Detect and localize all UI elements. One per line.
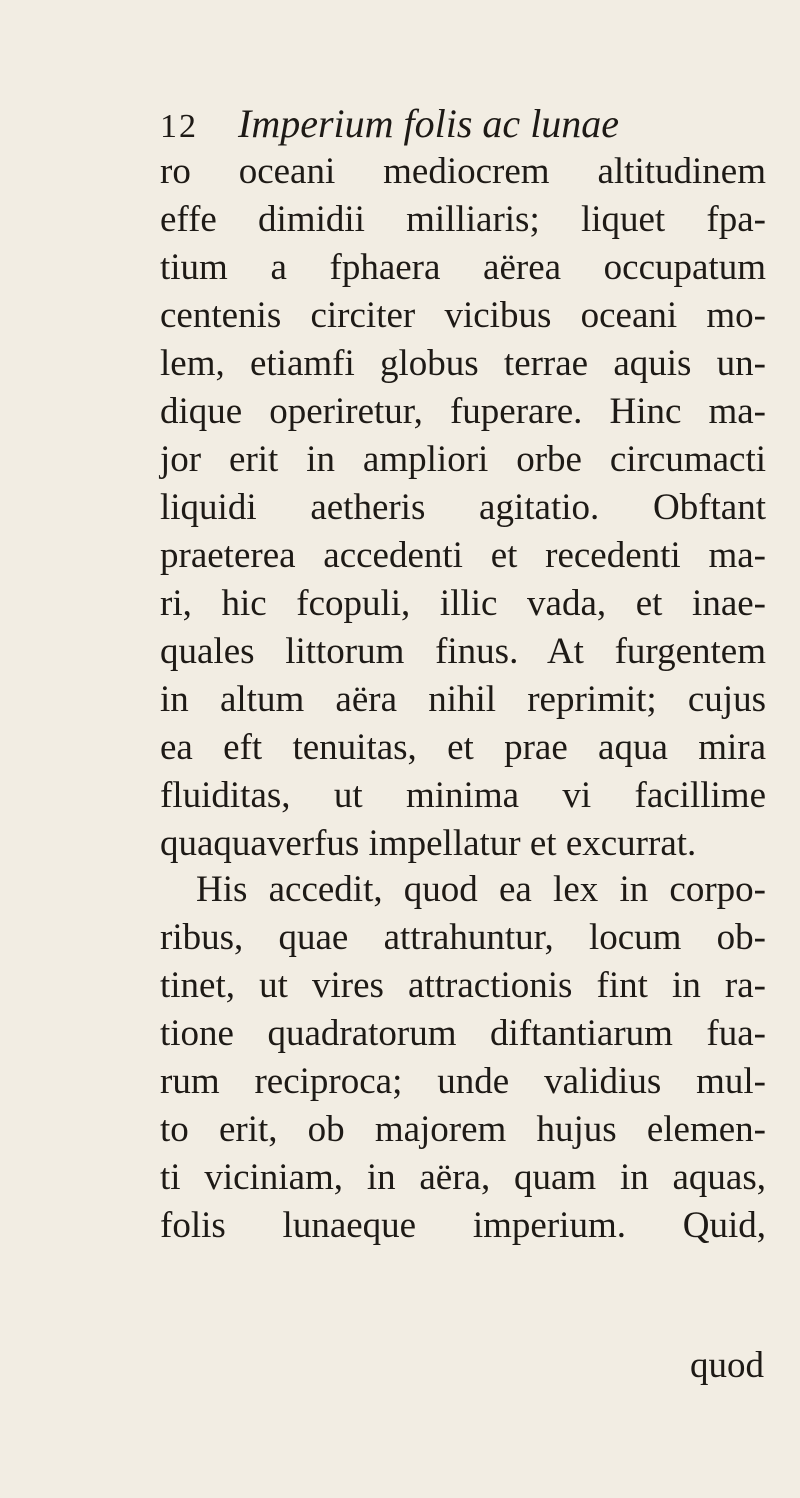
paragraph-1	[160, 148, 766, 868]
text-line: in altum aëra nihil reprimit; cujus	[160, 679, 766, 720]
catchword: quod	[690, 1345, 764, 1386]
text-line: ti viciniam, in aëra, quam in aquas,	[160, 1157, 766, 1198]
text-line: jor erit in ampliori orbe circumacti	[160, 439, 766, 480]
text-line: dique operiretur, fuperare. Hinc ma-	[160, 391, 766, 432]
text-line: fluiditas, ut minima vi facillime	[160, 775, 766, 816]
text-line: His accedit, quod ea lex in corpo-	[196, 869, 766, 910]
text-line: ri, hic fcopuli, illic vada, et inae-	[160, 583, 766, 624]
page-number: 12	[160, 108, 198, 145]
paragraph-2	[160, 866, 766, 1250]
running-title: Imperium folis ac lunae	[238, 101, 620, 146]
text-line: ea eft tenuitas, et prae aqua mira	[160, 727, 766, 768]
text-line: ro oceani mediocrem altitudinem	[160, 151, 766, 192]
text-line: quaquaverfus impellatur et excurrat.	[160, 823, 697, 864]
text-line: liquidi aetheris agitatio. Obftant	[160, 487, 766, 528]
text-line: tione quadratorum diftantiarum fua-	[160, 1013, 766, 1054]
running-header	[160, 96, 760, 152]
text-line: tinet, ut vires attractionis fint in ra-	[160, 965, 766, 1006]
text-line: centenis circiter vicibus oceani mo-	[160, 295, 766, 336]
text-line: effe dimidii milliaris; liquet fpa-	[160, 199, 766, 240]
text-line: to erit, ob majorem hujus elemen-	[160, 1109, 766, 1150]
text-line: praeterea accedenti et recedenti ma-	[160, 535, 766, 576]
text-line: ribus, quae attrahuntur, locum ob-	[160, 917, 766, 958]
text-line: tium a fphaera aërea occupatum	[160, 247, 766, 288]
text-line: quales littorum finus. At furgentem	[160, 631, 766, 672]
text-line: rum reciproca; unde validius mul-	[160, 1061, 766, 1102]
text-line: folis lunaeque imperium. Quid,	[160, 1205, 766, 1246]
text-line: lem, etiamfi globus terrae aquis un-	[160, 343, 766, 384]
